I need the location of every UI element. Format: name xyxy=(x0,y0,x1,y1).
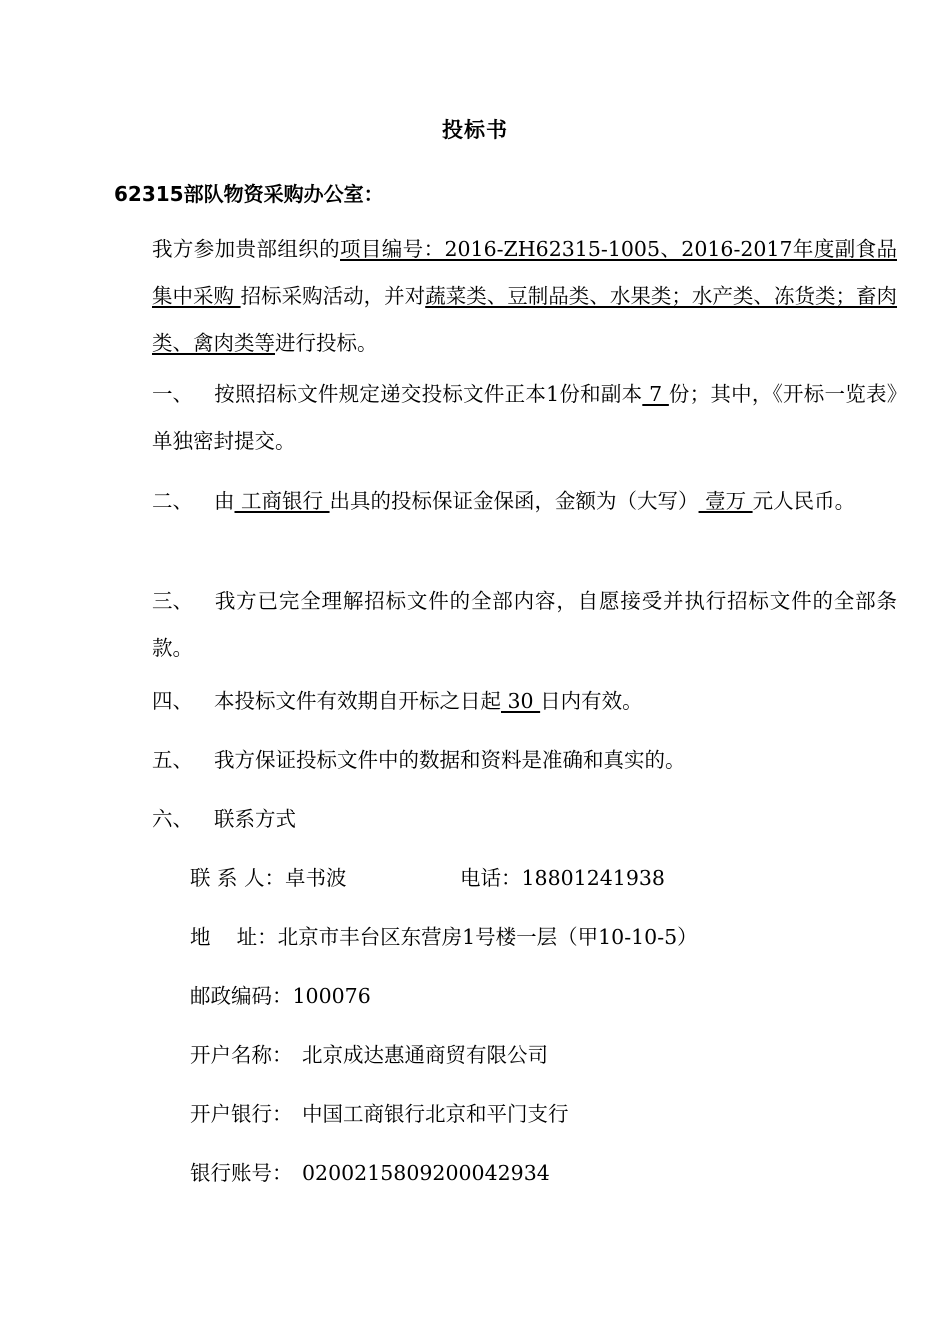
page-title: 投标书 xyxy=(442,118,508,142)
item-1 xyxy=(114,371,897,465)
item-4 xyxy=(114,678,897,725)
item-1-text-2: 份；其中，《开标一览表》单独密封提交。 xyxy=(152,382,898,453)
bank-value: 中国工商银行北京和平门支行 xyxy=(302,1102,569,1126)
contact-person-value: 卓书波 xyxy=(285,866,347,890)
item-2-text-2: 出具的投标保证金保函，金额为（大写） xyxy=(329,489,699,513)
project-number-underlined: 项目编号：2016-ZH62315-1005、2016-2017年度副食品集中采购 xyxy=(152,237,897,308)
item-1-text-1: 按照招标文件规定递交投标文件正本1份和副本 xyxy=(214,382,643,406)
item-2-text-1: 由 xyxy=(214,489,235,513)
bank-row xyxy=(190,1099,569,1129)
bank-label: 开户银行： xyxy=(190,1102,293,1126)
contact-address-value: 北京市丰台区东营房1号楼一层（甲10-10-5） xyxy=(277,925,698,949)
addressee: 62315部队物资采购办公室： xyxy=(114,182,384,206)
contact-zip-label: 邮政编码： xyxy=(190,984,293,1008)
item-5-text-1: 我方保证投标文件中的数据和资料是准确和真实的。 xyxy=(214,748,686,772)
contact-phone-value: 18801241938 xyxy=(521,866,665,890)
intro-text-2: 招标采购活动，并对 xyxy=(240,284,426,308)
item-4-number: 四、 xyxy=(152,689,193,713)
validity-days-underlined: 30 xyxy=(501,689,541,713)
amount-underlined: 壹万 xyxy=(698,489,753,513)
account-name-label: 开户名称： xyxy=(190,1043,293,1067)
account-number-row xyxy=(190,1158,550,1188)
account-name-row xyxy=(190,1040,548,1070)
intro-paragraph xyxy=(114,226,897,367)
contact-phone-row xyxy=(460,863,665,893)
item-2-number: 二、 xyxy=(152,489,193,513)
bid-categories-underlined: 蔬菜类、豆制品类、水果类；水产类、冻货类；畜肉类、禽肉类等 xyxy=(152,284,898,355)
contact-zip-row xyxy=(190,981,371,1011)
account-number-value: 0200215809200042934 xyxy=(302,1161,550,1185)
account-name-value: 北京成达惠通商贸有限公司 xyxy=(302,1043,548,1067)
item-2 xyxy=(114,478,897,525)
contact-zip-value: 100076 xyxy=(292,984,371,1008)
item-2-text-3: 元人民币。 xyxy=(752,489,856,513)
item-4-text-1: 本投标文件有效期自开标之日起 xyxy=(214,689,501,713)
copies-count-underlined: 7 xyxy=(642,382,669,406)
contact-address-row xyxy=(190,922,698,952)
intro-text-3: 进行投标。 xyxy=(275,331,378,355)
item-6-text-1: 联系方式 xyxy=(214,807,296,831)
item-3-text-1: 我方已完全理解招标文件的全部内容，自愿接受并执行招标文件的全部条款。 xyxy=(152,589,897,660)
item-3 xyxy=(114,578,897,672)
item-6 xyxy=(114,796,897,843)
item-6-number: 六、 xyxy=(152,807,193,831)
bank-name-underlined: 工商银行 xyxy=(234,489,330,513)
item-4-text-2: 日内有效。 xyxy=(540,689,643,713)
item-5-number: 五、 xyxy=(152,748,193,772)
contact-phone-label: 电话： xyxy=(460,866,522,890)
contact-person-row xyxy=(190,863,347,893)
contact-address-label: 地 址： xyxy=(190,925,278,949)
item-5 xyxy=(114,737,897,784)
account-number-label: 银行账号： xyxy=(190,1161,293,1185)
intro-text-1: 我方参加贵部组织的 xyxy=(152,237,341,261)
contact-person-label: 联 系 人： xyxy=(190,866,286,890)
item-1-number: 一、 xyxy=(152,382,193,406)
item-3-number: 三、 xyxy=(152,589,193,613)
